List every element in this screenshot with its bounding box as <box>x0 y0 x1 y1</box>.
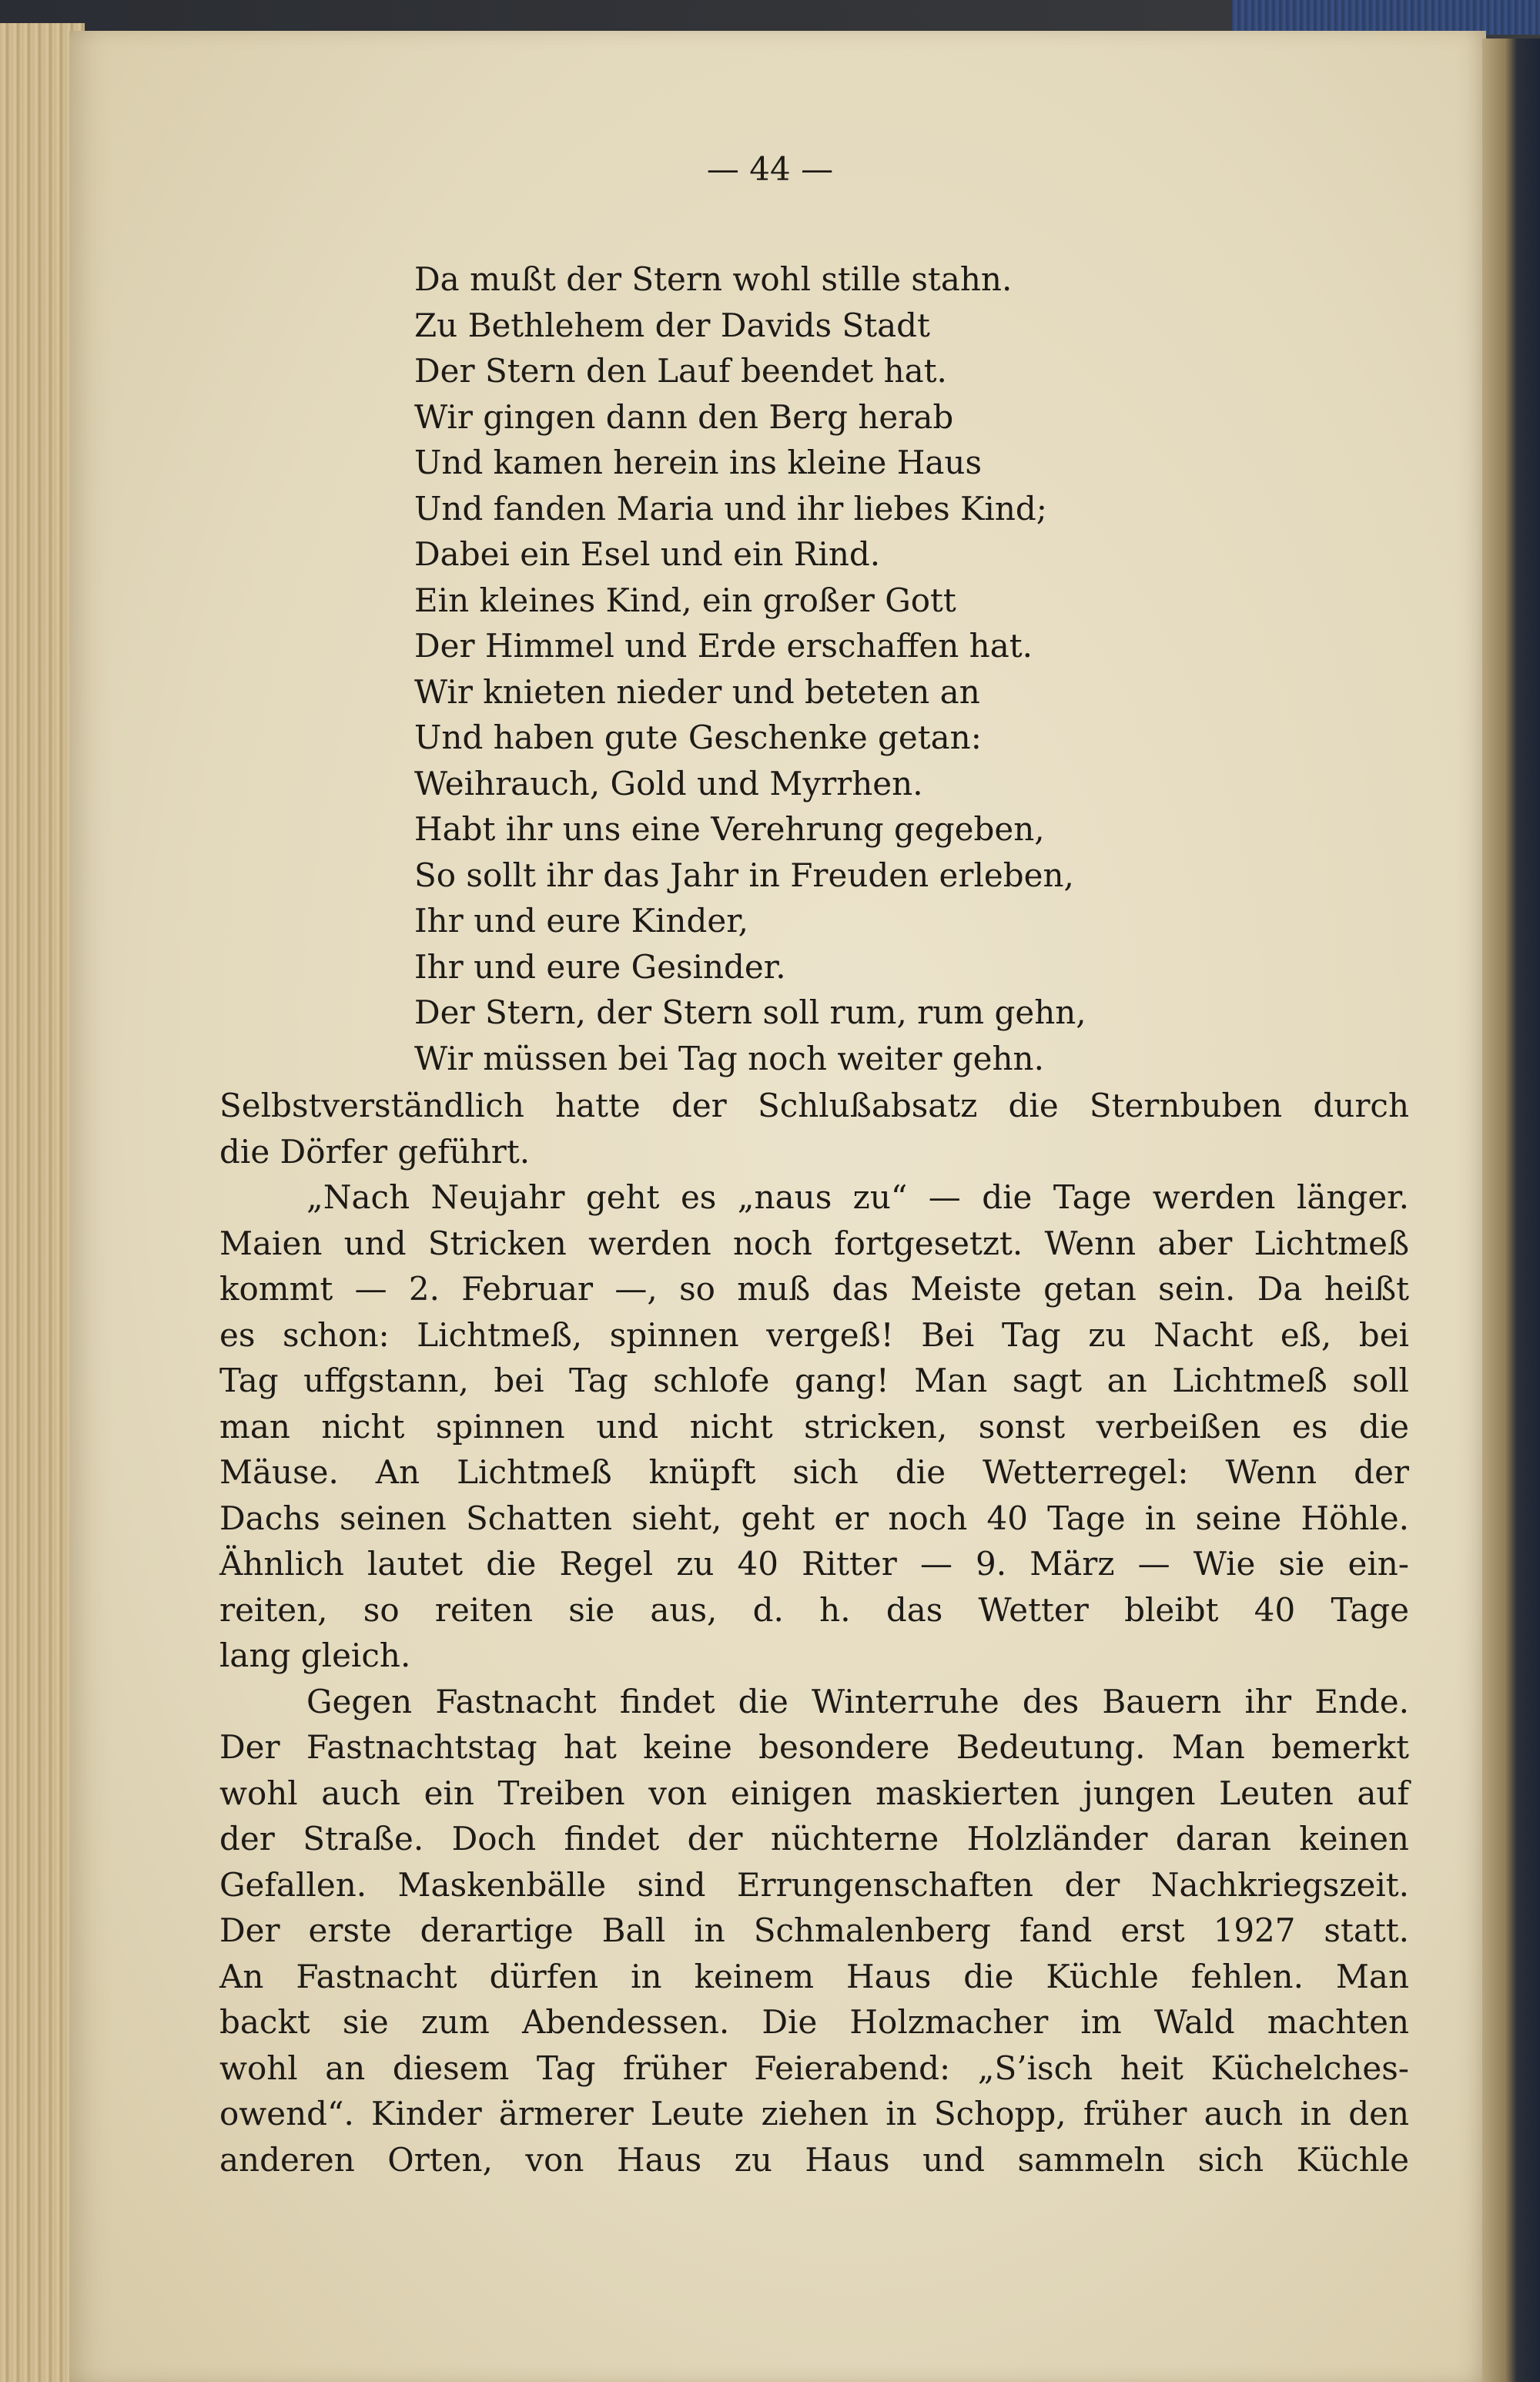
poem-line: Habt ihr uns eine Verehrung gegeben, <box>414 810 1045 848</box>
prose-line: Der Fastnachtstag hat keine besondere Bedeutung. Man bemerkt <box>219 1728 1409 1766</box>
poem-line: Der Stern den Lauf beendet hat. <box>414 352 947 390</box>
poem-line: Der Himmel und Erde erschaffen hat. <box>414 627 1033 665</box>
cloth-backdrop <box>1232 0 1540 35</box>
poem-line: Dabei ein Esel und ein Rind. <box>414 535 881 573</box>
poem-line: Da mußt der Stern wohl stille stahn. <box>414 260 1013 298</box>
prose-line: lang gleich. <box>219 1637 411 1674</box>
poem-line: Ihr und eure Gesinder. <box>414 947 786 986</box>
prose-line: anderen Orten, von Haus zu Haus und sammeln sich Küchle <box>219 2140 1409 2179</box>
poem-line: Der Stern, der Stern soll rum, rum gehn, <box>414 993 1086 1031</box>
poem-line: Weihrauch, Gold und Myrrhen. <box>414 764 923 802</box>
prose-line: owend“. Kinder ärmerer Leute ziehen in Schopp, früher auch in den <box>219 2095 1409 2132</box>
prose-line: Dachs seinen Schatten sieht, geht er noch 40 Tage in seine Höhle. <box>219 1499 1409 1537</box>
prose-line: kommt — 2. Februar —, so muß das Meiste getan sein. Da heißt <box>219 1270 1409 1308</box>
prose-line: Mäuse. An Lichtmeß knüpft sich die Wetterregel: Wenn der <box>219 1453 1409 1491</box>
poem-line: Und fanden Maria und ihr liebes Kind; <box>414 489 1047 528</box>
poem-line: Und kamen herein ins kleine Haus <box>414 444 983 481</box>
prose-line: Gefallen. Maskenbälle sind Errungenschaften der Nachkriegszeit. <box>219 1865 1409 1904</box>
page-right-edge <box>1482 39 1540 2382</box>
poem-line: Ihr und eure Kinder, <box>414 902 749 940</box>
prose-line: die Dörfer geführt. <box>219 1132 531 1171</box>
poem-line: Wir müssen bei Tag noch weiter gehn. <box>414 1039 1044 1077</box>
poem-line: Wir gingen dann den Berg herab <box>414 397 954 436</box>
poem-line: Ein kleines Kind, ein großer Gott <box>414 581 956 619</box>
prose-line: es schon: Lichtmeß, spinnen vergeß! Bei Tag zu Nacht eß, bei <box>219 1315 1409 1354</box>
poem-line: So sollt ihr das Jahr in Freuden erleben, <box>414 856 1074 894</box>
prose-line: Ähnlich lautet die Regel zu 40 Ritter — 9. März — Wie sie ein- <box>219 1545 1409 1583</box>
prose-line: „Nach Neujahr geht es „naus zu“ — die Tage werden länger. <box>306 1178 1409 1216</box>
poem-line: Zu Bethlehem der Davids Stadt <box>414 306 930 344</box>
prose-line: wohl an diesem Tag früher Feierabend: „S’isch heit Küchelches- <box>219 2049 1409 2087</box>
prose-line: reiten, so reiten sie aus, d. h. das Wetter bleibt 40 Tage <box>219 1590 1409 1629</box>
prose-line: wohl auch ein Treiben von einigen maskierten jungen Leuten auf <box>219 1774 1409 1812</box>
prose-line: backt sie zum Abendessen. Die Holzmacher im Wald machten <box>219 2003 1409 2041</box>
prose-line: Tag uffgstann, bei Tag schlofe gang! Man sagt an Lichtmeß soll <box>219 1362 1409 1399</box>
poem-line: Wir knieten nieder und beteten an <box>414 672 980 711</box>
prose-line: Der erste derartige Ball in Schmalenberg fand erst 1927 statt. <box>219 1911 1409 1949</box>
poem-block <box>414 256 1086 1081</box>
poem-line: Und haben gute Geschenke getan: <box>414 719 982 756</box>
page-number: — 44 — <box>706 150 834 188</box>
prose-line: Maien und Stricken werden noch fortgesetzt. Wenn aber Lichtmeß <box>219 1224 1409 1262</box>
prose-line: Gegen Fastnacht findet die Winterruhe des Bauern ihr Ende. <box>306 1682 1409 1720</box>
prose-block <box>219 1083 1409 2183</box>
prose-line: An Fastnacht dürfen in keinem Haus die Küchle fehlen. Man <box>219 1957 1409 1995</box>
prose-line: der Straße. Doch findet der nüchterne Holzländer daran keinen <box>219 1820 1409 1858</box>
prose-line: man nicht spinnen und nicht stricken, sonst verbeißen es die <box>219 1407 1409 1446</box>
prose-line: Selbstverständlich hatte der Schlußabsatz die Sternbuben durch <box>219 1087 1409 1124</box>
